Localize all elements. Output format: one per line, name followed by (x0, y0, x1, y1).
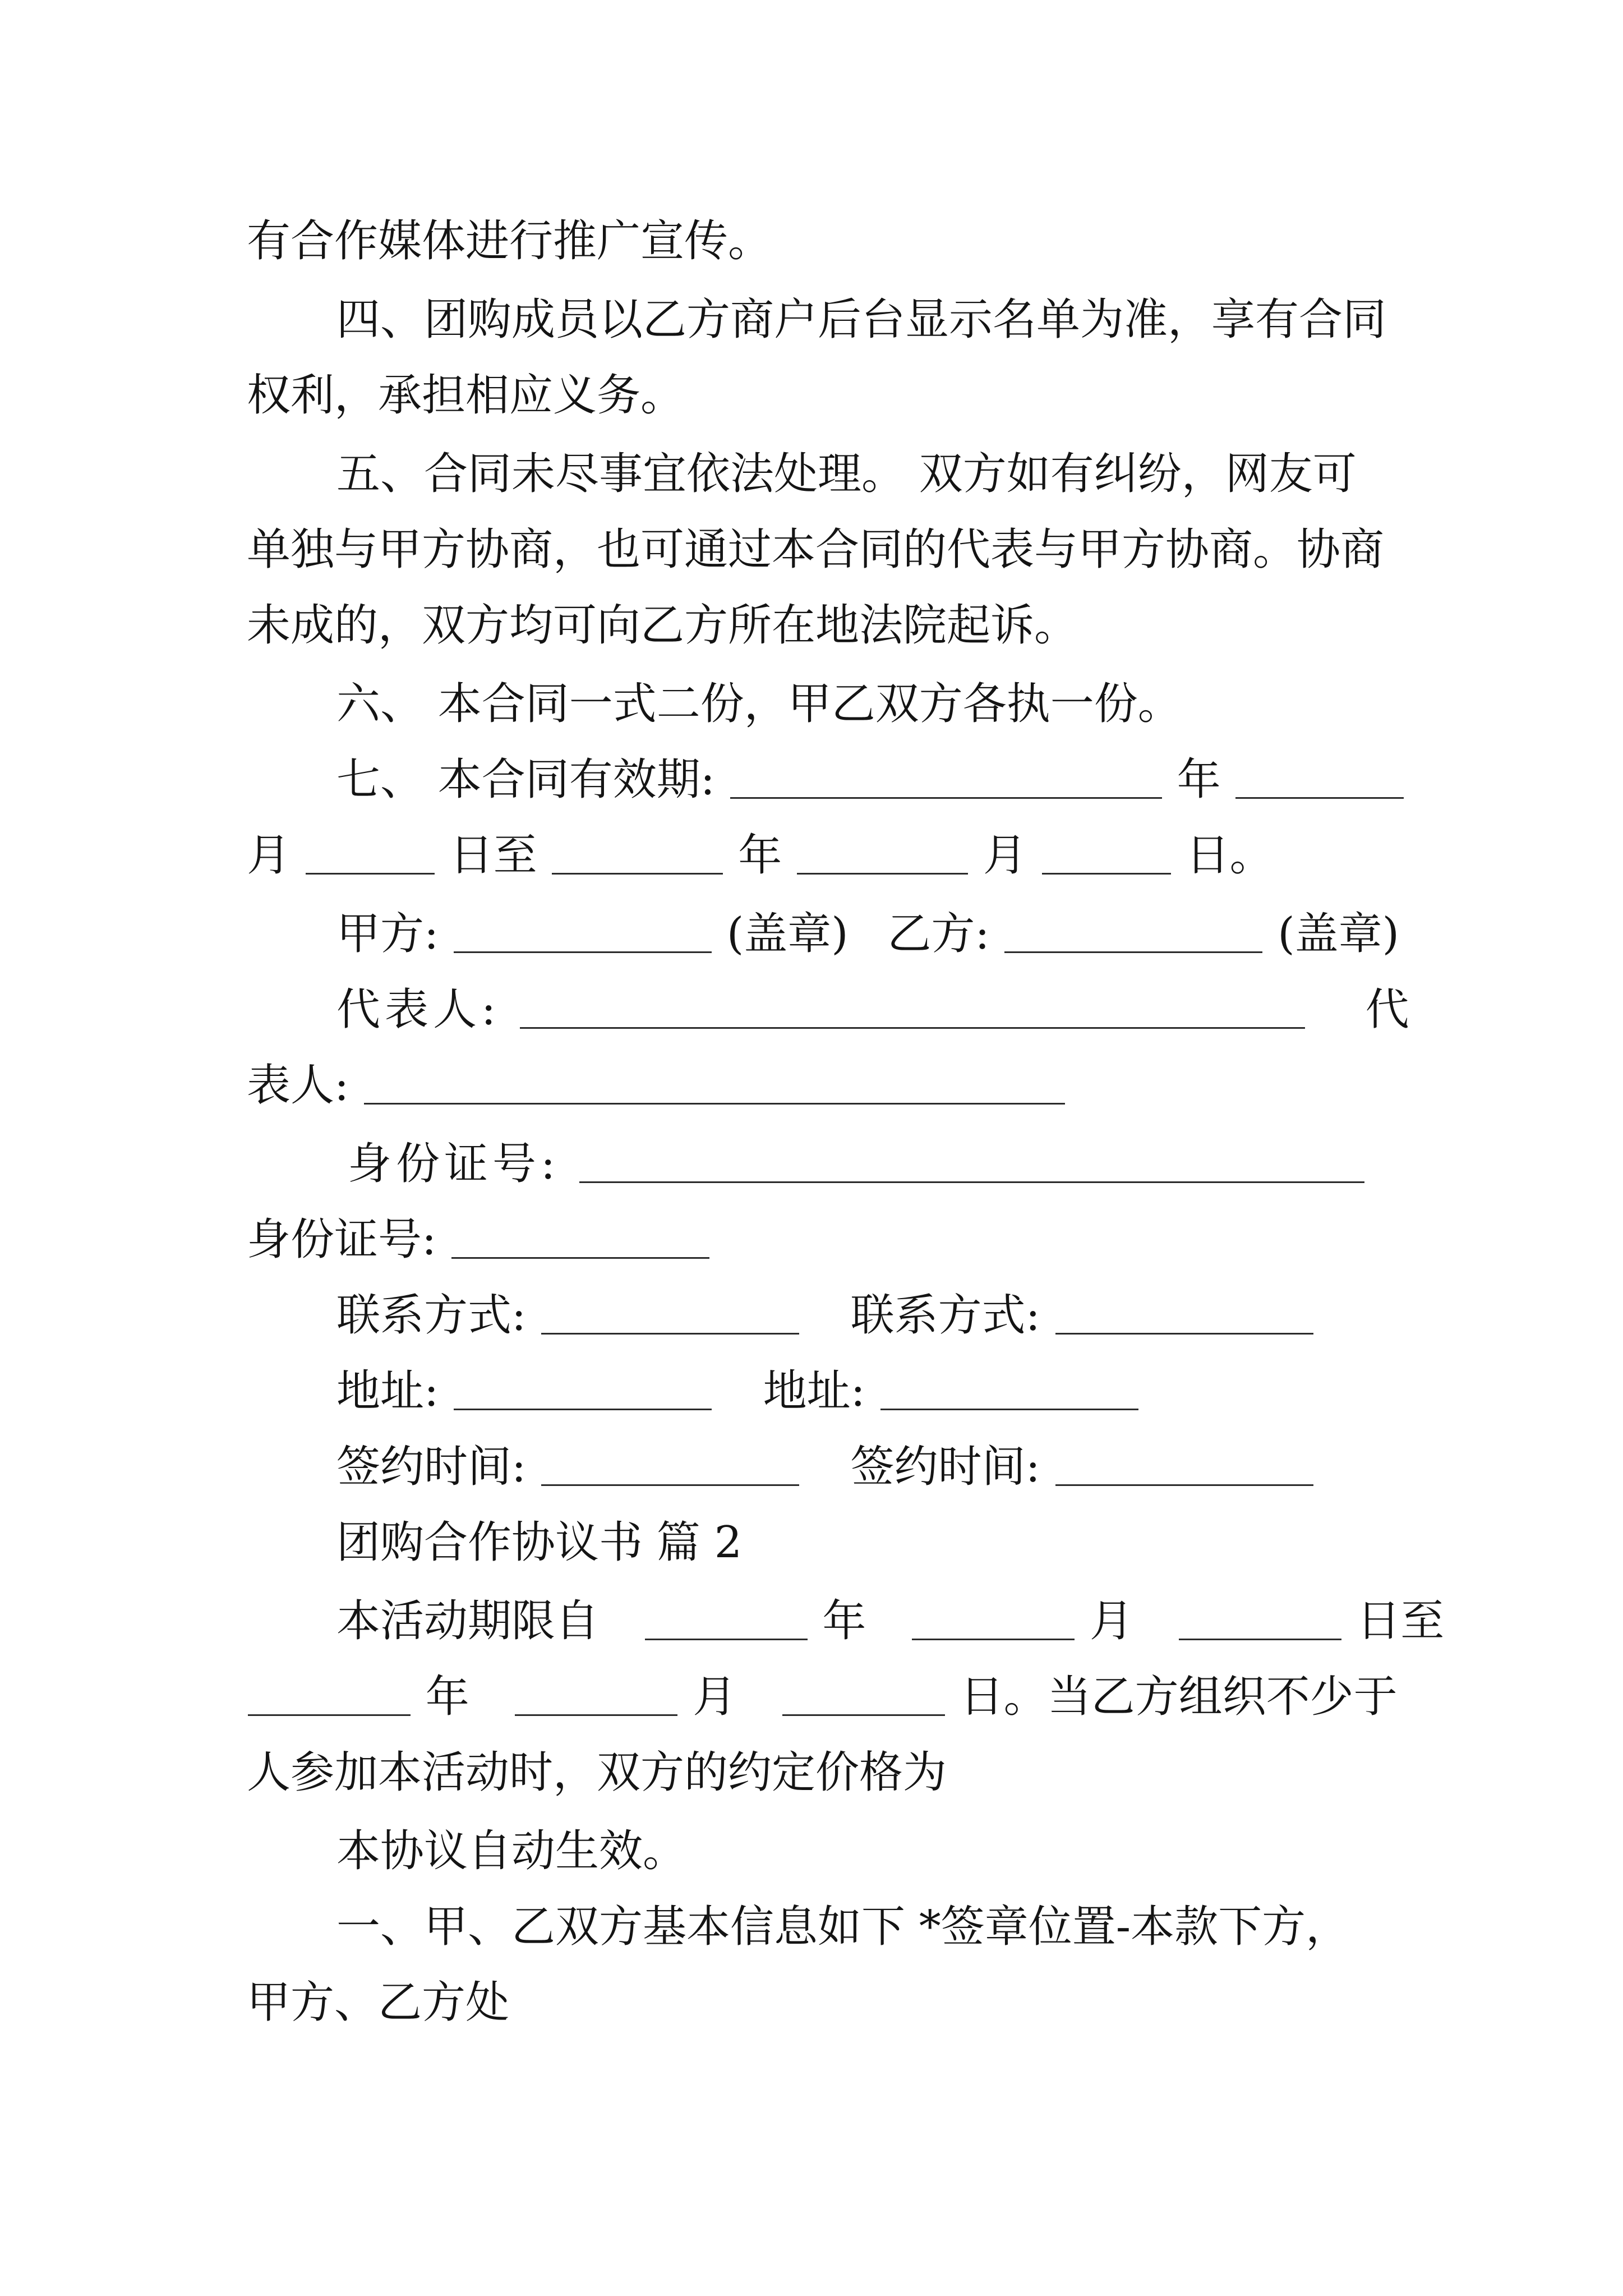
fill-blank (454, 949, 712, 953)
fill-blank (880, 1406, 1138, 1410)
fill-blank (782, 1712, 945, 1716)
fill-blank (1004, 949, 1262, 953)
period-line-2 (247, 1669, 1398, 1725)
fill-blank (520, 1025, 1305, 1029)
fill-blank (248, 1712, 411, 1716)
validity-line-2 (247, 827, 1273, 884)
text-item4-a: 四、团购成员以乙方商户后台显示名单为准，享有合同 (336, 295, 1387, 345)
text-s2-cond-b: 人参加本活动时，双方的约定价格为 (247, 1747, 947, 1798)
fill-blank (364, 1101, 1065, 1105)
fill-blank (1235, 795, 1404, 799)
text-party-a: 甲方: (336, 909, 439, 959)
text-s2-effect: 本协议自动生效。 (336, 1826, 687, 1876)
paragraph-line (336, 1899, 1349, 1955)
text-contact-label: 联系方式: (336, 1290, 527, 1341)
text-s2-cond: 日。当乙方组织不少于 (960, 1672, 1398, 1722)
section-title (336, 1515, 742, 1571)
text-item5-a: 五、合同未尽事宜依法处理。 双方如有纠纷，网友可 (336, 449, 1357, 499)
text-year: 年 (822, 1596, 866, 1646)
fill-blank (645, 1636, 808, 1640)
representative-line (336, 982, 1414, 1038)
paragraph-line (247, 1975, 509, 2031)
paragraph-line (247, 213, 772, 269)
paragraph-line (336, 676, 1182, 732)
text-year: 年 (738, 830, 782, 881)
text-item4-b: 权利，承担相应义务。 (247, 370, 685, 421)
fill-blank (454, 1406, 712, 1410)
fill-blank (1042, 871, 1171, 875)
fill-blank (579, 1179, 1364, 1183)
address-line (336, 1363, 1140, 1419)
fill-blank (730, 795, 1162, 799)
text-month: 月 (1089, 1596, 1133, 1646)
text-address-label: 地址: (763, 1366, 865, 1416)
fill-blank (1055, 1331, 1313, 1335)
text-seal: (盖章) (726, 909, 849, 959)
text-item5-b: 单独与甲方协商，也可通过本合同的代表与甲方协商。协商 (247, 524, 1385, 575)
paragraph-line (336, 446, 1357, 502)
fill-blank (797, 871, 968, 875)
text-s2-item1-a: 一、甲、乙双方基本信息如下 *签章位置-本款下方， (336, 1902, 1350, 1952)
fill-blank (515, 1712, 677, 1716)
text-day-end: 日。 (1186, 830, 1274, 881)
text-day-to-2: 日至 (1357, 1596, 1445, 1646)
text-address-label: 地址: (336, 1366, 439, 1416)
text-item7-label: 七、 本合同有效期: (336, 754, 716, 805)
text-seal: (盖章) (1278, 909, 1400, 959)
fill-blank (306, 871, 435, 875)
fill-blank (1179, 1636, 1341, 1640)
text-month: 月 (983, 830, 1027, 881)
text-id-label: 身份证号: (348, 1139, 560, 1189)
paragraph-line (247, 522, 1384, 578)
text-rep-tail-1: 代 (1365, 984, 1414, 1035)
text-year: 年 (425, 1672, 469, 1722)
text-s2-item1-b: 甲方、乙方处 (247, 1977, 510, 2028)
fill-blank (541, 1482, 799, 1486)
text-section2-title: 团购合作协议书 篇 2 (336, 1517, 743, 1568)
text-party-b: 乙方: (887, 909, 990, 959)
id-line (348, 1136, 1366, 1192)
text-sign-time-label: 签约时间: (850, 1442, 1040, 1492)
fill-blank (552, 871, 723, 875)
id-line-2 (247, 1212, 711, 1268)
party-line (336, 906, 1399, 962)
sign-time-line (336, 1439, 1315, 1495)
text-day-to: 日至 (449, 830, 537, 881)
fill-blank (541, 1331, 799, 1335)
text-year: 年 (1177, 754, 1221, 805)
paragraph-line (247, 367, 684, 424)
text-month: 月 (693, 1672, 737, 1722)
text-s2-period: 本活动期限自 (336, 1596, 600, 1646)
validity-line (336, 752, 1405, 808)
fill-blank (451, 1255, 709, 1259)
text-id-label: 身份证号: (247, 1214, 437, 1265)
text-month: 月 (247, 830, 291, 881)
text-item5-c: 未成的，双方均可向乙方所在地法院起诉。 (247, 600, 1078, 651)
paragraph-line (247, 1745, 947, 1801)
text-item6: 六、 本合同一式二份，甲乙双方各执一份。 (336, 679, 1182, 729)
paragraph-line (247, 597, 1078, 654)
contact-line (336, 1287, 1315, 1343)
period-line (336, 1593, 1444, 1649)
text-rep-tail-2: 表人: (247, 1060, 349, 1111)
text-rep-label: 代表人: (336, 984, 501, 1035)
text-p1-end: 有合作媒体进行推广宣传。 (247, 216, 772, 266)
paragraph-line (336, 1823, 686, 1879)
fill-blank (1055, 1482, 1313, 1486)
fill-blank (912, 1636, 1075, 1640)
text-sign-time-label: 签约时间: (336, 1442, 527, 1492)
text-contact-label: 联系方式: (850, 1290, 1040, 1341)
representative-line-2 (247, 1057, 1066, 1114)
paragraph-line (336, 292, 1386, 348)
